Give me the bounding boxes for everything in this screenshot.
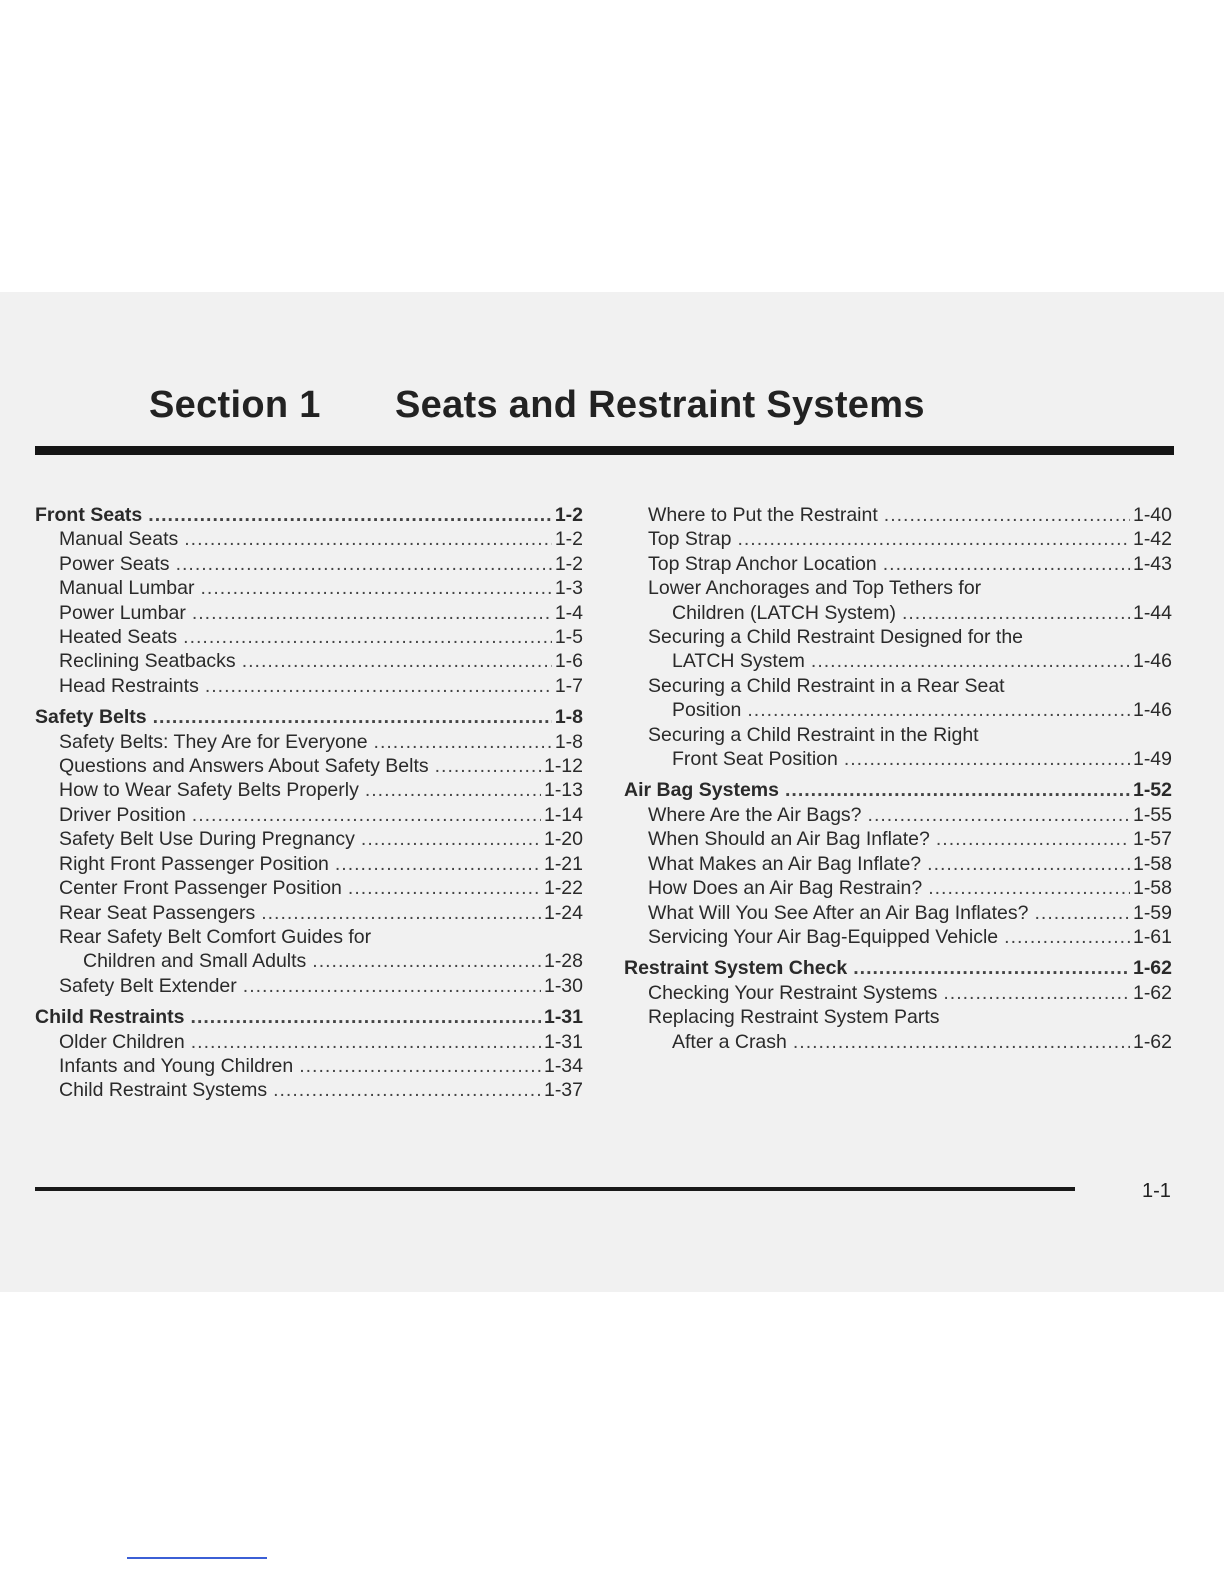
toc-entry[interactable]: Children and Small Adults ..... 1-28 (35, 949, 583, 973)
toc-entry[interactable]: Top Strap Anchor Location ..... 1-43 (624, 552, 1172, 576)
toc-heading-safety-belts[interactable]: Safety Belts ..... 1-8 (35, 705, 583, 729)
toc-entry[interactable]: Where to Put the Restraint ..... 1-40 (624, 503, 1172, 527)
toc-entry[interactable]: After a Crash ..... 1-62 (624, 1030, 1172, 1054)
toc-entry[interactable]: Safety Belt Use During Pregnancy ..... 1-20 (35, 827, 583, 851)
toc-entry[interactable]: When Should an Air Bag Inflate? ..... 1-57 (624, 827, 1172, 851)
toc-entry[interactable]: Older Children ..... 1-31 (35, 1030, 583, 1054)
toc-entry[interactable]: Questions and Answers About Safety Belts ..... 1-12 (35, 754, 583, 778)
link-underline (127, 1557, 267, 1559)
toc-heading-restraint-system-check[interactable]: Restraint System Check ..... 1-62 (624, 956, 1172, 980)
toc-entry[interactable]: Child Restraint Systems ..... 1-37 (35, 1078, 583, 1102)
toc-entry[interactable]: Power Lumbar ..... 1-4 (35, 601, 583, 625)
footer-rule (35, 1187, 1075, 1191)
toc-heading-air-bag-systems[interactable]: Air Bag Systems ..... 1-52 (624, 778, 1172, 802)
toc-entry[interactable]: Right Front Passenger Position ..... 1-21 (35, 852, 583, 876)
toc-entry[interactable]: Front Seat Position ..... 1-49 (624, 747, 1172, 771)
toc-entry[interactable]: Head Restraints ..... 1-7 (35, 674, 583, 698)
toc-entry-line1[interactable]: Securing a Child Restraint Designed for the (648, 626, 1024, 649)
toc-entry[interactable]: Driver Position ..... 1-14 (35, 803, 583, 827)
toc-entry[interactable]: Position ..... 1-46 (624, 698, 1172, 722)
toc-entry[interactable]: Safety Belts: They Are for Everyone ..... 1-8 (35, 730, 583, 754)
toc-entry[interactable]: How Does an Air Bag Restrain? ..... 1-58 (624, 876, 1172, 900)
toc-entry[interactable]: What Makes an Air Bag Inflate? ..... 1-58 (624, 852, 1172, 876)
toc-entry[interactable]: Children (LATCH System) ..... 1-44 (624, 601, 1172, 625)
toc-entry-line1[interactable]: Replacing Restraint System Parts (648, 1006, 940, 1029)
toc-entry[interactable]: Servicing Your Air Bag-Equipped Vehicle ..... 1-61 (624, 925, 1172, 949)
toc-entry[interactable]: LATCH System ..... 1-46 (624, 649, 1172, 673)
section-title: Seats and Restraint Systems (395, 384, 925, 426)
toc-entry[interactable]: Rear Seat Passengers ..... 1-24 (35, 901, 583, 925)
toc-entry[interactable]: Manual Lumbar ..... 1-3 (35, 576, 583, 600)
toc-entry[interactable]: Where Are the Air Bags? ..... 1-55 (624, 803, 1172, 827)
header-rule (35, 446, 1174, 455)
toc-entry[interactable]: Infants and Young Children ..... 1-34 (35, 1054, 583, 1078)
toc-entry[interactable]: Manual Seats ..... 1-2 (35, 527, 583, 551)
toc-entry-line1[interactable]: Securing a Child Restraint in a Rear Seat (648, 674, 1005, 697)
section-number: Section 1 (149, 384, 321, 426)
toc-entry[interactable]: Power Seats ..... 1-2 (35, 552, 583, 576)
toc-entry[interactable]: Checking Your Restraint Systems ..... 1-62 (624, 981, 1172, 1005)
toc-entry-line1[interactable]: Lower Anchorages and Top Tethers for (648, 577, 982, 600)
toc-heading-front-seats[interactable]: Front Seats ..... 1-2 (35, 503, 583, 527)
toc-right-column (624, 503, 1172, 1054)
toc-entry-line1[interactable]: Securing a Child Restraint in the Right (648, 723, 979, 746)
toc-entry[interactable]: What Will You See After an Air Bag Inflates? ..... 1-59 (624, 901, 1172, 925)
toc-entry[interactable]: How to Wear Safety Belts Properly ..... 1-13 (35, 778, 583, 802)
toc-entry[interactable]: Center Front Passenger Position ..... 1-22 (35, 876, 583, 900)
toc-entry[interactable]: Heated Seats ..... 1-5 (35, 625, 583, 649)
toc-entry[interactable]: Reclining Seatbacks ..... 1-6 (35, 649, 583, 673)
toc-heading-child-restraints[interactable]: Child Restraints ..... 1-31 (35, 1005, 583, 1029)
toc-left-column (35, 503, 583, 1103)
toc-entry[interactable]: Safety Belt Extender ..... 1-30 (35, 974, 583, 998)
toc-entry-line1[interactable]: Rear Safety Belt Comfort Guides for (59, 925, 372, 948)
toc-entry[interactable]: Top Strap ..... 1-42 (624, 527, 1172, 551)
page-number: 1-1 (1142, 1180, 1171, 1202)
